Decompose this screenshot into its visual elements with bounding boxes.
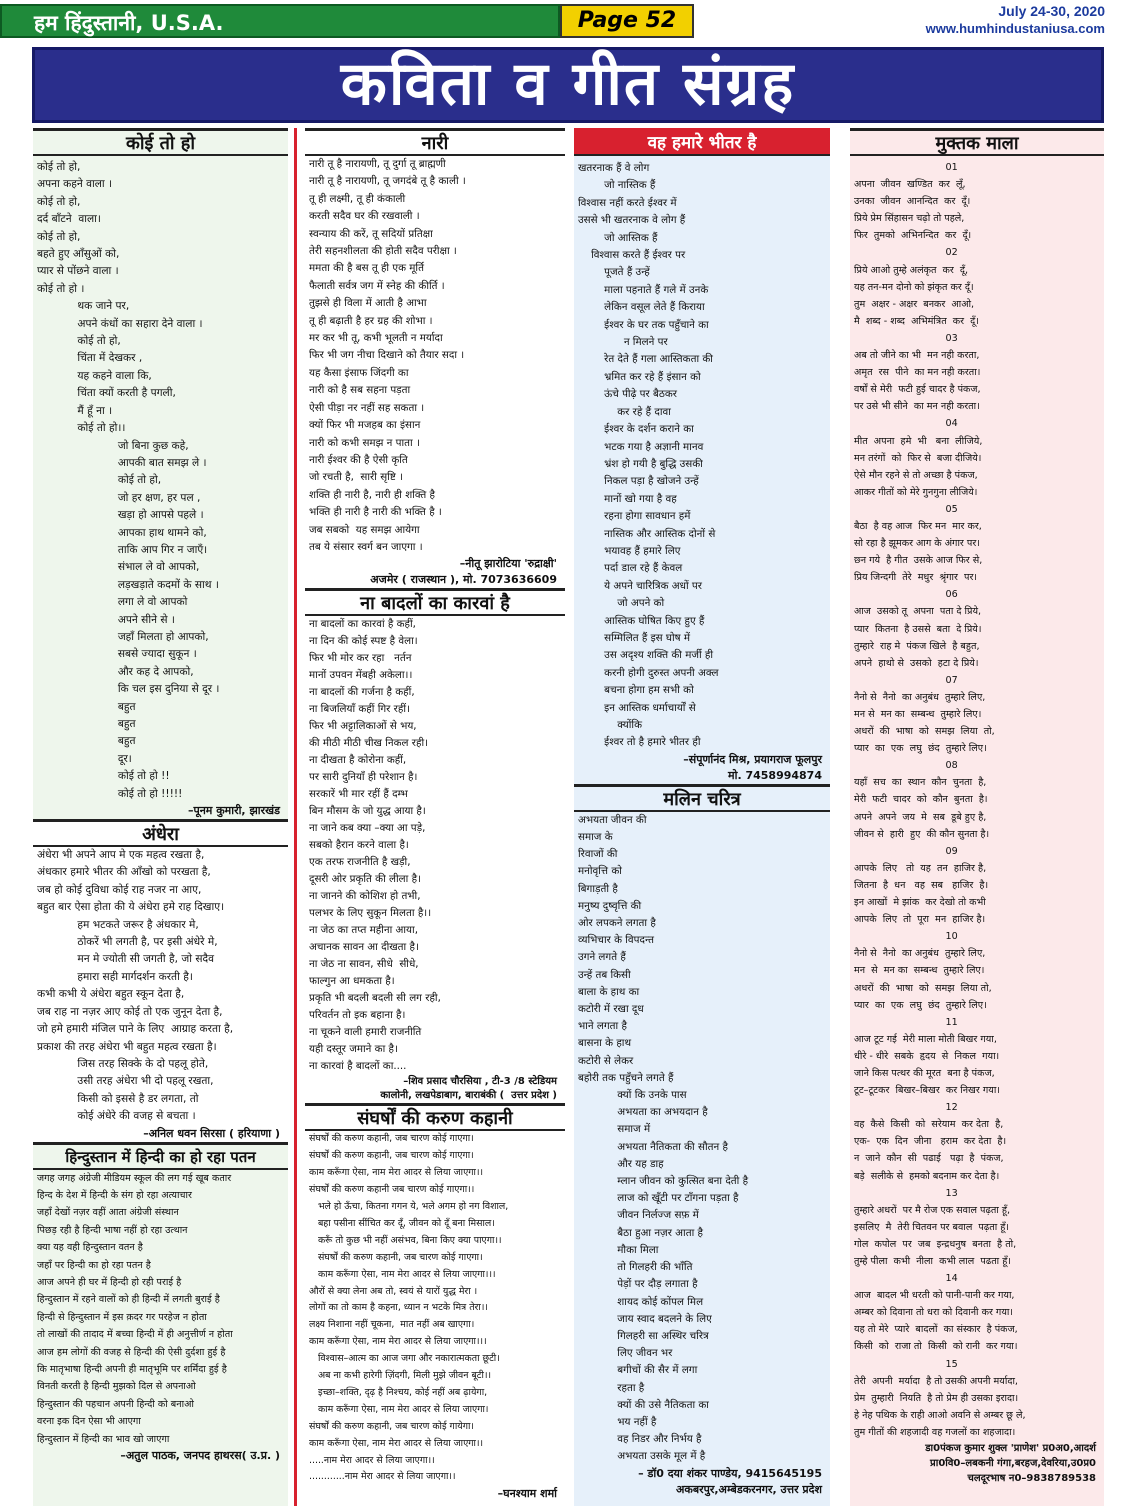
page-banner: कविता व गीत संग्रह	[32, 47, 1104, 123]
poem-title: हिन्दुस्तान में हिन्दी का हो रहा पतन	[33, 1142, 288, 1170]
poem-author: –अनिल धवन सिरसा ( हरियाणा )	[33, 1126, 288, 1142]
poem-title: मलिन चरित्र	[574, 784, 830, 812]
poem-text: नारी तू है नारायणी, तू दुर्गा तू ब्राह्मणी नारी तू है नारायणी, तू जगदंबे तू है काली । तू ही लक्ष्मी, तू ही कंकाली करती सदैव घर की रखवाली । स्वन्याय की करें, तू सदियों प्रतिक्षा तेरी सहनशीलता की होती सदैव परीक्षा । ममता की है बस तू ही एक मूर्ति फैलाती सर्वत्र जग में स्नेह की कीर्ति । तुझसे ही विला में आती है आभा तू ही बढ़ाती है हर ग्रह की शोभा । मर कर भी तू, कभी भूलती न मर्यादा फिर भी जग नीचा दिखाने को तैयार सदा । यह कैसा इंसाफ जिंदगी का नारी को है सब सहना पड़ता ऐसी पीड़ा नर नहीं सह सकता । क्यों फिर भी मजहब का इंसान नारी को कभी समझ न पाता । नारी ईश्वर की है ऐसी कृति जो रचती है, सारी सृष्टि । शक्ति ही नारी है, नारी ही शक्ति है भक्ति ही नारी है नारी की भक्ति है । जब सबको यह समझ आयेगा तब ये संसार स्वर्ग बन जाएगा ।	[309, 158, 466, 553]
poem-text: संघर्षों की करुण कहानी, जब चारण कोई गाएगा। संघर्षों की करुण कहानी, जब चारण कोई गाएगा। काम करूँगा ऐसा, नाम मेरा आदर से लिया जाएगा।। संघर्षों की करुण कहानी जब चारण कोई गाएगा।। भले हो ऊँचा, कितना गगन ये, भले अगम हो नग विशाल, बहा पसीना सींचित कर दूँ, जीवन को दूँ बना मिसाल। करूँ तो कुछ भी नहीं असंभव, बिना किए क्या पाएगा।। संघर्षों की करुण कहानी, जब चारण कोई गाएगा। काम करूँगा ऐसा, नाम मेरा आदर से लिया जाएगा।।। औरों से क्या लेना अब तो, स्वयं से यारों युद्ध मेरा । लोगों का तो काम है कहना, ध्यान न भटके मित्र तेरा।। लक्ष्य निशाना नहीं चूकना, मात नहीं अब खाएगा। काम करूँगा ऐसा, नाम मेरा आदर से लिया जाएगा।।। विश्वास–आत्म का आज जगा और नकारात्मकता छूटी। अब ना कभी हारेगी ज़िंदगी, मिली मुझे जीवन बूटी।। इच्छा–शक्ति, दृढ़ है निश्चय, कोई नहीं अब ढ़ायेगा, काम करूँगा ऐसा, नाम मेरा आदर से लिया जाएगा। संघर्षों की करुण कहानी, जब चारण कोई गायेगा। काम करूँगा ऐसा, नाम मेरा आदर से लिया जाएगा।। .....नाम मेरा आदर से लिया जाएगा।। ............नाम मेरा आदर से लिया जाएगा।।	[309, 1133, 509, 1483]
poem-author: –संपूर्णानंद मिश्र, प्रयागराज फूलपुर मो. 7458994874	[683, 752, 822, 782]
poem-text: कोई तो हो, अपना कहने वाला । कोई तो हो, दर्द बाँटने वाला। कोई तो हो, बहते हुए आँसुओं को, प्यार से पोंछने वाला । कोई तो हो । थक जाने पर, अपने कंधों का सहारा देने वाला । कोई तो हो, चिंता में देखकर , यह कहने वाला कि, चिंता क्यों करती है पगली, मैं हूँ ना । कोई तो हो।। जो बिना कुछ कहे, आपकी बात समझ ले । कोई तो हो, जो हर क्षण, हर पल , खड़ा हो आपसे पहले । आपका हाथ थामने को, ताकि आप गिर न जाएँ। संभाल ले वो आपको, लड़खड़ाते कदमों के साथ । लगा ले वो आपको अपने सीने से । जहाँ मिलता हो आपको, सबसे ज्यादा सुकून । और कह दे आपको, कि चल इस दुनिया से दूर । बहुत बहुत बहुत दूर। कोई तो हो !! कोई तो हो !!!!!	[37, 161, 220, 800]
poem-author: डा0पंकज कुमार शुक्ल 'प्राणेश' प्र0अ0,आदर्श प्रा0वि0–लबकनी गंगा,बरहज,देवरिया,उ0प्र0 चलदूरभाष न0–9838789538	[925, 1443, 1096, 1485]
poem-title: अंधेरा	[33, 819, 288, 847]
poem-text: जगह जगह अंग्रेजी मीडियम स्कूल की लग गई खूब कतार हिन्द के देश में हिन्दी के संग हो रहा अत्याचार जहाँ देखों नज़र वहीं आता अंग्रेजी संस्थान पिछड़ रही है हिन्दी भाषा नहीं हो रहा उत्थान क्या यह वही हिन्दुस्तान वतन है जहाँ पर हिन्दी का हो रहा पतन है आज अपने ही घर में हिन्दी हो रही पराई है हिन्दुस्तान में रहने वालों को ही हिन्दी में लगती बुराई है हिन्दी से हिन्दुस्तान में इस क़दर गर परहेज न होता तो लाखों की तादाद में बच्चा हिन्दी में ही अनुत्तीर्ण न होता आज हम लोगों की वजह से हिन्दी की ऐसी दुर्दशा हुई है कि मातृभाषा हिन्दी अपनी ही मातृभूमि पर शर्मिंदा हुई है विनती करती है हिन्दी मुझको दिल से अपनाओ हिन्दुस्तान की पहचान अपनी हिन्दी को बनाओ वरना इक दिन ऐसा भी आएगा हिन्दुस्तान में हिन्दी का भाव खो जाएगा	[37, 1172, 233, 1445]
column-2	[294, 128, 565, 1506]
column-4	[850, 128, 1104, 1506]
poem-title: ना बादलों का कारवां है	[305, 588, 565, 616]
poem-text: ना बादलों का कारवां है कहीं, ना दिन की कोई स्पष्ट है वेला। फिर भी मोर कर रहा नर्तन मानों उपवन मेंबही अकेला।। ना बादलों की गर्जना है कहीं, ना बिजलियाँ कहीं गिर रहीं। फिर भी अट्टालिकाओं से भय, की मीठी मीठी चीख निकल रही। ना दीखता है कोरोना कहीं, पर सारी दुनियाँ ही परेशान है। सरकारें भी मार रहीं हैं दम्भ बिन मौसम के जो युद्ध आया है। ना जाने कब क्या –क्या आ पड़े, सबको हैरान करने वाला है। एक तरफ राजनीति है खड़ी, दूसरी ओर प्रकृति की लीला है। ना जानने की कोशिश हो तभी, पलभर के लिए सुकून मिलता है।। ना जेठ का तप्त महीना आया, अचानक सावन आ दीखता है। ना जेठ ना सावन, सीधे सीधे, फाल्गुन आ धमकता है। प्रकृति भी बदली बदली सी लग रही, परिवर्तन तो इक बहाना है। ना चूकने वाली हमारी राजनीति यही दस्तूर जमाने का है। ना कारवां है बादलों का....	[309, 618, 441, 1073]
website-link[interactable]: www.humhindustaniusa.com	[925, 21, 1105, 36]
poem-author: –अतुल पाठक, जनपद हाथरस( उ.प्र. )	[120, 1449, 280, 1463]
poem-author: –नीतू झारोटिया 'रुद्राक्षी' अजमेर ( राजस्थान ), मो. 7073636609	[370, 557, 557, 587]
poem-text: अंधेरा भी अपने आप मे एक महत्व रखता है, अंधकार हमारे भीतर की आँखो को परखता है, जब हो कोई दुविधा कोई राह नजर ना आए, बहुत बार ऐसा होता की ये अंधेरा हमे राह दिखाए। हम भटकते जरूर है अंधकार मे, ठोकरें भी लगती है, पर इसी अंधेरे मे, मन मे ज्योती सी जगती है, जो सदैव हमारा सही मार्गदर्शन करती है। कभी कभी ये अंधेरा बहुत स्कून देता है, जब राह ना नज़र आए कोई तो एक जुनून देता है, जो हमे हमारी मंजिल पाने के लिए आग्राह करता है, प्रकाश की तरह अंधेरा भी बहुत महत्व रखता है। जिस तरह सिक्के के दो पहलू होते, उसी तरह अंधेरा भी दो पहलू रखता, किसी को इससे है डर लगता, तो कोई अंधेरे की वजह से बचता ।	[33, 847, 288, 1126]
poem-title: कोई तो हो	[33, 128, 288, 156]
poem-title: मुक्तक माला	[850, 128, 1104, 156]
poem-author: –घनश्याम शर्मा	[497, 1487, 557, 1501]
poem-title: संघर्षों की करुण कहानी	[305, 1103, 565, 1131]
page-number: Page 52	[560, 4, 694, 38]
poem-text: 01 अपना जीवन खण्डित कर लूँ, उनका जीवन आनन्दित कर दूँ। प्रिये प्रेम सिंहासन चढ़ो तो पहले, फिर तुमको अभिनन्दित कर दूँ। 02 प्रिये आओ तुम्हे अलंकृत कर दूँ, यह तन-मन दोनो को झंकृत कर दूँ। तुम अक्षर - अक्षर बनकर आओ, मै शब्द - शब्द अभिमंत्रित कर दूँ। 03 अब तो जीने का भी मन नही करता, अमृत रस पीने का मन नही करता। वर्षों से मेरी फटी हुई चादर है पंकज, पर उसे भी सीने का मन नही करता। 04 मीत अपना हमे भी बना लीजिये, मन तरंगों को फिर से बजा दीजिये। ऐसे मौन रहने से तो अच्छा है पंकज, आकर गीतों को मेरे गुनगुना लीजिये। 05 बैठा है वह आज फिर मन मार कर, सो रहा है झूमकर आग के अंगार पर। छ्न गये है गीत उसके आज फिर से, प्रिय जिन्दगी तेरे मधुर श्रृंगार पर। 06 आज उसको तू अपना पता दे प्रिये, प्यार कितना है उससे बता दे प्रिये। तुम्हारे राह मे पंकज खिले है बहुत, अपने हाथो से उसको हटा दे प्रिये। 07 नैनो से नैनो का अनुबंध तुम्हारे लिए, मन से मन का सम्बन्ध तुम्हारे लिए। अधरों की भाषा को समझ लिया तो, प्यार का एक लघु छंद तुम्हारे लिए। 08 यहाँ सच का स्थान कौन चुनता है, मेरी फटी चादर को कौन बुनता है। अपने अपने जय मे सब डूबे हुए है, जीवन से हारी हुए की कौन सुनता है। 09 आपके लिए तो यह तन हाजिर है, जितना है धन वह सब हाजिर है। इन आखों मे झांक कर देखो तो कभी आपके लिए तो पूरा मन हाजिर है। 10 नैनो से नैनो का अनुबंध तुम्हारे लिए, मन से मन का सम्बन्ध तुम्हारे लिए। अधरों की भाषा को समझ लिया तो, प्यार का एक लघु छंद तुम्हारे लिए। 11 आज टूट गई मेरी माला मोती बिखर गया, धीरे - धीरे सबके हृदय से निकल गया। जाने किस पत्थर की मूरत बना है पंकज, टूट–टूटकर बिखर–बिखर कर निखर गया। 12 वह कैसे किसी को सरेयाम कर देता है, एक- एक दिन जीना हराम कर देता है। न जाने कौन सी पढाई पढ़ा है पंकज, बड़े सलीके से हमको बदनाम कर देता है। 13 तुम्हारे अधरों पर मै रोज एक सवाल पढ़ता हूँ, इसलिए मै तेरी चितवन पर बवाल पढ़ता हूँ। गोल कपोल पर जब इन्द्रधनुष बनता है तो, तुम्हे पीला कभी नीला कभी लाल पढता हूँ। 14 आज बादल भी धरती को पानी-पानी कर गया, अम्बर को दिवाना तो धरा को दिवानी कर गया। यह तो मेरे प्यारे बादलों का संस्कार है पंकज, किसी को राजा तो किसी को रानी कर गया। 15 तेरी अपनी मर्यादा है तो उसकी अपनी मर्यादा, प्रेम तुम्हारी नियति है तो प्रेम ही उसका इरादा। हे नेह पथिक के राही आओ अवनि से अम्बर छू ले, तुम गीतों की शहजादी वह गजलों का शहजादा।	[854, 162, 1026, 1438]
column-3	[574, 128, 830, 1506]
issue-date: July 24-30, 2020	[998, 3, 1105, 19]
poem-text: खतरनाक हैं वे लोग जो नास्तिक हैं विश्वास नहीं करते ईश्वर में उससे भी खतरनाक वे लोग हैं जो आस्तिक हैं विश्वास करते हैं ईश्वर पर पूजते हैं उन्हें माला पहनाते हैं गले में उनके लेकिन वसूल लेते हैं किराया ईश्वर के घर तक पहुँचाने का न मिलने पर रेत देते हैं गला आस्तिकता की भ्रमित कर रहे हैं इंसान को ऊंचे पीढ़े पर बैठकर कर रहे हैं दावा ईश्वर के दर्शन कराने का भटक गया है अज्ञानी मानव भ्रंश हो गयी है बुद्धि उसकी निकल पड़ा है खोजने उन्हें मानों खो गया है वह रहना होगा सावधान हमें नास्तिक और आस्तिक दोनों से भयावह हैं हमारे लिए पर्दा डाल रहे हैं केवल ये अपने चारित्रिक अधों पर जो अपने को आस्तिक घोषित किए हुए हैं सम्मिलित हैं इस घोष में उस अदृश्य शक्ति की मर्जी ही करनी होगी दुरुस्त अपनी अक्ल बचना होगा हम सभी को इन आस्तिक धर्माचार्यों से क्योंकि ईश्वर तो है हमारे भीतर ही	[578, 162, 719, 749]
poem-author: – डॉ0 दया शंकर पाण्डेय, 9415645195 अकबरपुर,अम्बेडकरनगर, उत्तर प्रदेश	[638, 1466, 822, 1496]
poem-author: –पूनम कुमारी, झारखंड	[187, 804, 280, 818]
masthead	[0, 0, 1135, 40]
poem-title: वह हमारे भीतर है	[574, 128, 830, 156]
poem-title: नारी	[305, 128, 565, 156]
newspaper-brand: हम हिंदुस्तानी, U.S.A.	[0, 4, 560, 38]
poem-text: अभयता जीवन की समाज के रिवाजों की मनोवृत्ति को बिगाड़ती है मनुष्य दुष्वृत्ति की ओर लपकने लगता है व्यभिचार के विपदन्त उगने लगते हैं उन्हें तब किसी बाला के हाथ का कटोरी में रखा दूध भाने लगता है बासना के हाथ कटोरी से लेकर बहोरी तक पहुँचने लगते हैं क्यों कि उनके पास अभयता का अभयदान है समाज में अभयता नैतिकता की सौतन है और यह डाह म्लान जीवन को कुत्सित बना देती है लाज को खूँटी पर टाँगना पड़ता है जीवन निर्लज्ज सफ़ में बैठा हुआ नज़र आता है मौका मिला तो गिलहरी की भाँति पेड़ों पर दौड़ लगाता है शायद कोई कोंपल मिल जाय स्वाद बदलने के लिए गिलहरी सा अस्थिर चरित्र लिए जीवन भर बगीचों की सैर में लगा रहता है क्यों की उसे नैतिकता का भय नहीं है वह निडर और निर्भय है अभयता उसके मूल में है	[578, 813, 749, 1463]
column-1	[33, 128, 288, 1506]
poem-author: –शिव प्रसाद चौरसिया , टी-3 /8 स्टेडियम कालोनी, लखपेडाबाग, बाराबंकी ( उत्तर प्रदेश )	[380, 1076, 557, 1102]
